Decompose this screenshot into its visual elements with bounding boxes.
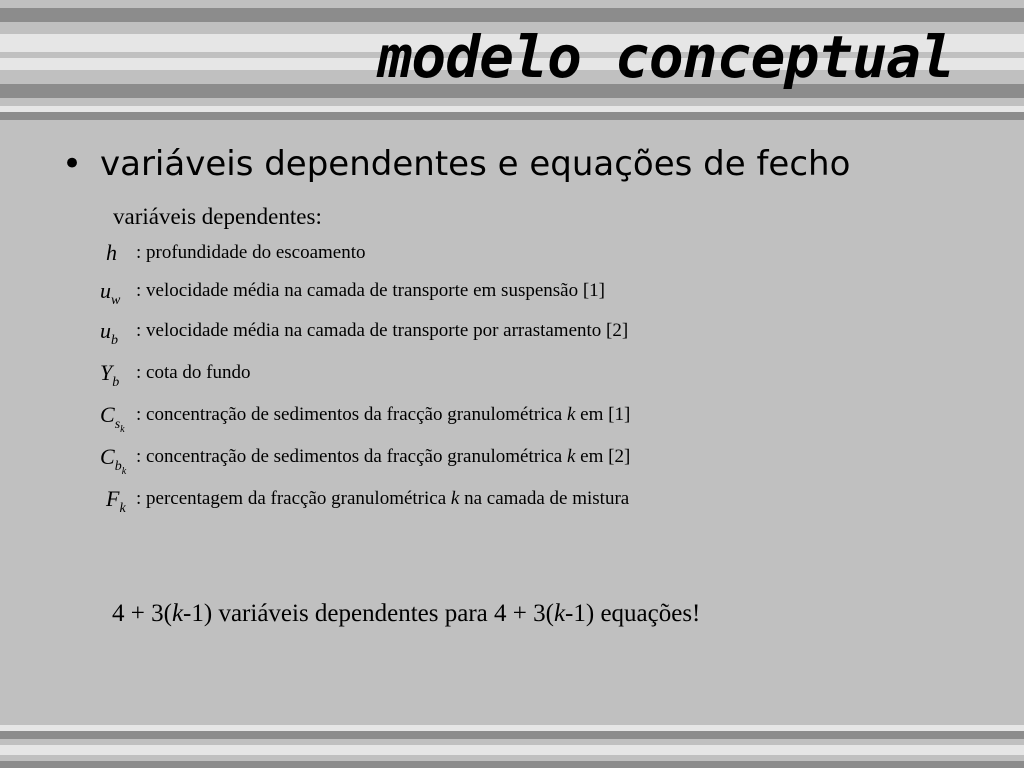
summary-statement: 4 + 3(k-1) variáveis dependentes para 4 + 3(k-1) equações! <box>112 600 701 627</box>
bullet-text: variáveis dependentes e equações de fecho <box>100 144 851 184</box>
subheading: variáveis dependentes: <box>113 204 322 229</box>
variable-symbol: $F_k$ <box>106 486 126 516</box>
variable-description: : percentagem da fracção granulométrica k na camada de mistura <box>136 488 630 509</box>
footer-stripes <box>0 725 1024 768</box>
variable-description: : concentração de sedimentos da fracção granulométrica k em [2] <box>136 446 631 467</box>
variable-symbol: $u_b$ <box>100 318 118 348</box>
variable-symbol: $Y_b$ <box>100 360 120 390</box>
variable-description: : cota do fundo <box>136 362 251 383</box>
variable-description: : velocidade média na camada de transporte em suspensão [1] <box>136 280 606 301</box>
variable-description: : velocidade média na camada de transporte por arrastamento [2] <box>136 320 629 341</box>
variable-description: : profundidade do escoamento <box>136 242 366 263</box>
bullet-item <box>62 144 850 184</box>
variable-symbol: $C_{s_k}$ <box>100 402 125 435</box>
variable-symbol: $C_{b_k}$ <box>100 444 127 477</box>
slide-title: modelo conceptual <box>377 23 954 91</box>
bullet-dot-icon: • <box>62 144 83 184</box>
variable-symbol: $u_w$ <box>100 278 121 308</box>
variable-description: : concentração de sedimentos da fracção granulométrica k em [1] <box>136 404 631 425</box>
variable-symbol: h <box>106 240 117 265</box>
